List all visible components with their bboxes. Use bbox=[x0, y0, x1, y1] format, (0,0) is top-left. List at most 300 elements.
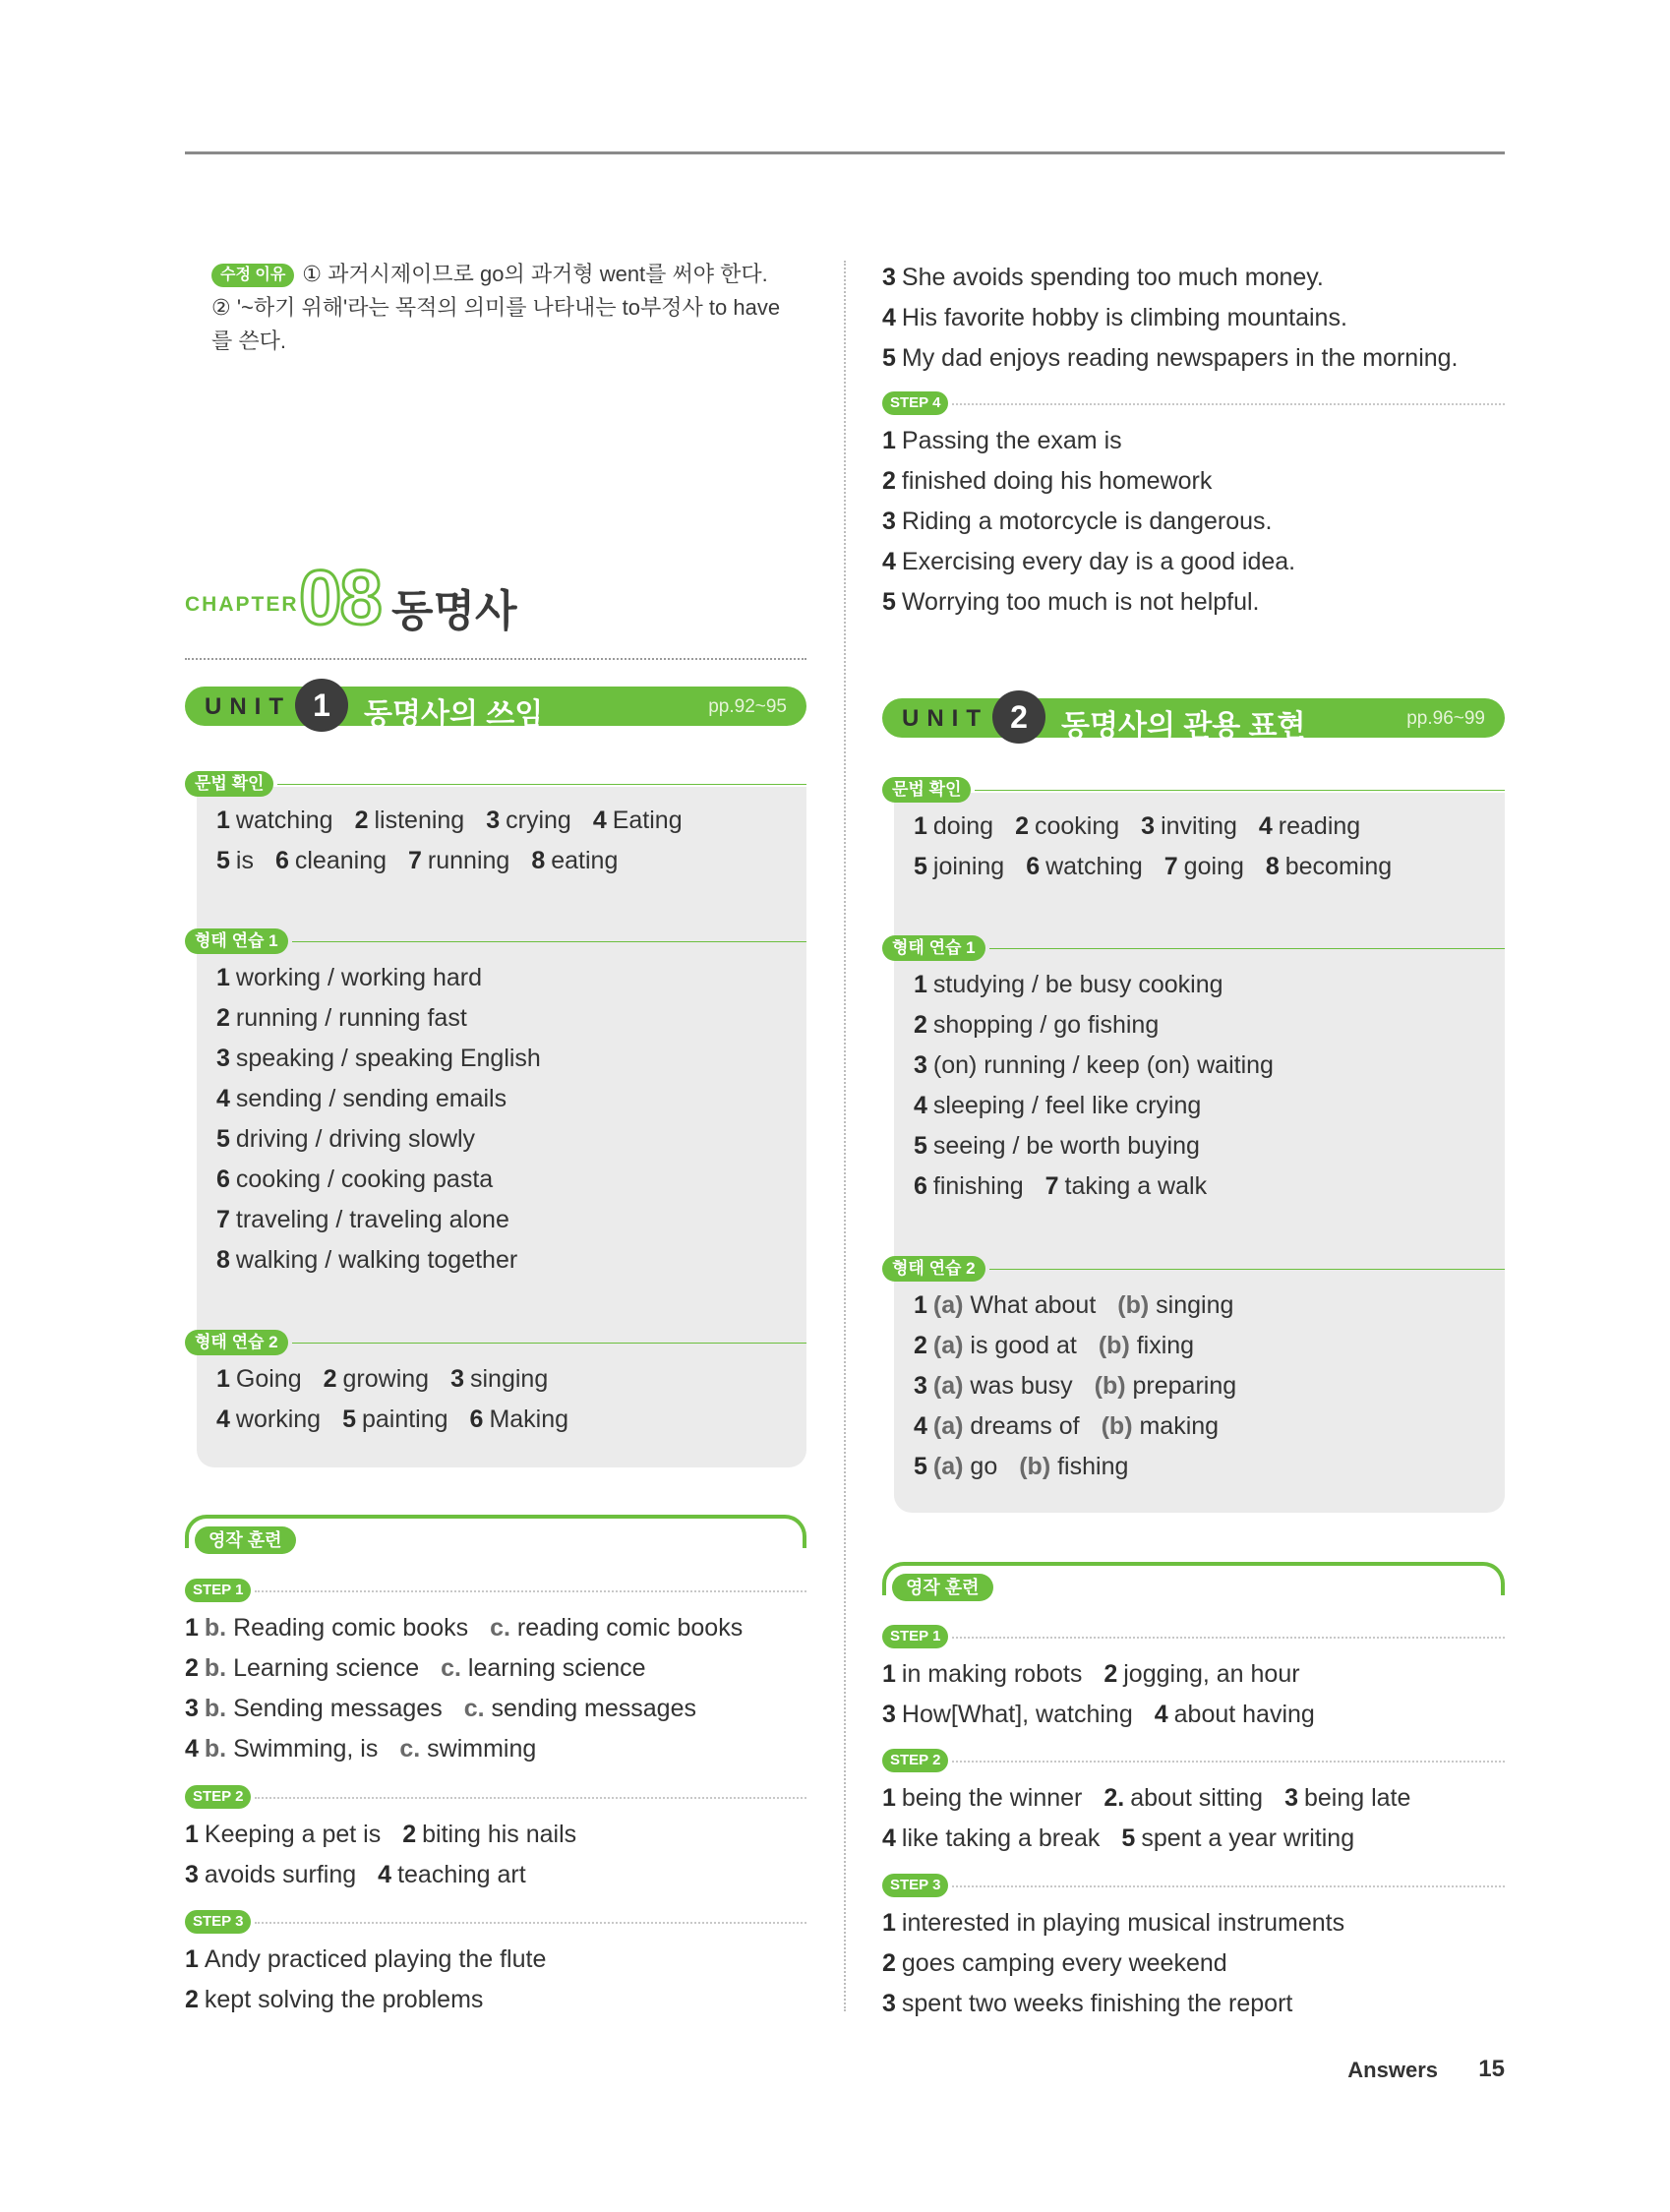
answer-line bbox=[185, 1079, 806, 1119]
step-header bbox=[882, 391, 1505, 417]
unit-1-writing-header bbox=[185, 1515, 806, 1554]
answer-text: going bbox=[1183, 853, 1244, 880]
option-label: b. bbox=[204, 1695, 227, 1722]
answer-text: What about bbox=[970, 1291, 1097, 1319]
chapter-divider bbox=[185, 658, 806, 660]
unit-2-form-practice-1 bbox=[882, 935, 1505, 1207]
writing-badge: 영작 훈련 bbox=[195, 1526, 296, 1554]
answer-number: 3 bbox=[216, 1045, 230, 1072]
unit-1-grammar-check bbox=[185, 771, 806, 881]
section-badge: 문법 확인 bbox=[882, 777, 971, 803]
unit-1-step-3 bbox=[185, 1910, 806, 2020]
step-badge: STEP 4 bbox=[882, 391, 948, 415]
answer-number: 3 bbox=[1284, 1784, 1298, 1812]
answer-number: 1 bbox=[185, 1614, 199, 1642]
answer-line bbox=[185, 1980, 806, 2020]
answer-line bbox=[185, 1039, 806, 1079]
answer-text: listening bbox=[374, 807, 465, 834]
answer-number: 4 bbox=[185, 1735, 199, 1763]
answer-line bbox=[882, 1285, 1505, 1326]
section-header bbox=[185, 928, 806, 958]
answer-text: spent a year writing bbox=[1141, 1824, 1355, 1852]
section-badge: 형태 연습 2 bbox=[185, 1330, 288, 1355]
answer-text: driving / driving slowly bbox=[235, 1125, 476, 1153]
answer-text: Passing the exam is bbox=[901, 427, 1122, 454]
step-answers bbox=[882, 1778, 1505, 1859]
step-rule bbox=[255, 1922, 806, 1924]
option-label: (a) bbox=[932, 1412, 964, 1440]
unit-1-step-1 bbox=[185, 1579, 806, 1769]
answer-text: reading comic books bbox=[516, 1614, 744, 1642]
writing-badge: 영작 훈련 bbox=[892, 1574, 993, 1601]
note-line-1: ① 과거시제이므로 go의 과거형 went를 써야 한다. bbox=[302, 262, 768, 286]
answer-text: sending messages bbox=[491, 1695, 696, 1722]
answer-line bbox=[882, 298, 1505, 338]
answer-text: Reading comic books bbox=[233, 1614, 469, 1642]
answer-line bbox=[185, 841, 806, 881]
answer-number: 4 bbox=[378, 1861, 392, 1888]
answer-text: finishing bbox=[932, 1172, 1024, 1200]
answer-number: 1 bbox=[914, 971, 927, 998]
answer-line bbox=[185, 801, 806, 841]
answer-text: fishing bbox=[1057, 1453, 1129, 1480]
answer-number: 7 bbox=[1163, 853, 1178, 880]
answer-text: Worrying too much is not helpful. bbox=[901, 588, 1260, 616]
answer-number: 1 bbox=[185, 1945, 199, 1973]
page-number: 15 bbox=[1478, 2056, 1505, 2082]
answer-number: 5 bbox=[914, 1132, 927, 1160]
answer-text: shopping / go fishing bbox=[932, 1011, 1160, 1039]
answer-number: 5 bbox=[216, 847, 230, 874]
answer-text: How[What], watching bbox=[901, 1701, 1133, 1728]
step-header bbox=[185, 1910, 806, 1936]
answer-text: crying bbox=[506, 807, 571, 834]
answer-text: about sitting bbox=[1130, 1784, 1264, 1812]
option-label: c. bbox=[463, 1695, 485, 1722]
answer-number: 1 bbox=[216, 1365, 230, 1393]
answer-text: (on) running / keep (on) waiting bbox=[932, 1051, 1274, 1079]
column-divider bbox=[844, 261, 846, 2011]
unit-1-header bbox=[185, 687, 806, 731]
answer-text: Sending messages bbox=[233, 1695, 443, 1722]
answer-line bbox=[185, 1689, 806, 1729]
answer-text: Eating bbox=[612, 807, 683, 834]
answer-line bbox=[882, 1447, 1505, 1487]
top-rule bbox=[185, 151, 1505, 154]
answer-line bbox=[882, 1005, 1505, 1046]
option-label: (a) bbox=[932, 1291, 964, 1319]
answer-line bbox=[882, 1778, 1505, 1819]
answer-line bbox=[882, 847, 1505, 887]
unit-number-badge: 1 bbox=[295, 679, 348, 732]
answer-number: 2 bbox=[185, 1654, 199, 1682]
unit-2-step-3 bbox=[882, 1874, 1505, 2024]
answer-text: go bbox=[970, 1453, 998, 1480]
option-label: (a) bbox=[932, 1453, 964, 1480]
step-badge: STEP 3 bbox=[882, 1874, 948, 1897]
answer-number: 7 bbox=[216, 1206, 230, 1233]
option-label: (b) bbox=[1117, 1291, 1150, 1319]
answer-line bbox=[882, 1046, 1505, 1086]
unit-1-form-practice-2 bbox=[185, 1330, 806, 1440]
answer-text: singing bbox=[470, 1365, 549, 1393]
answer-text: singing bbox=[1156, 1291, 1234, 1319]
answer-number: 6 bbox=[914, 1172, 927, 1200]
answer-text: working / working hard bbox=[235, 964, 483, 991]
answer-text: sending / sending emails bbox=[235, 1085, 507, 1112]
unit-2-writing-header bbox=[882, 1562, 1505, 1601]
answer-text: jogging, an hour bbox=[1123, 1660, 1300, 1688]
option-label: c. bbox=[490, 1614, 510, 1642]
answer-text: working bbox=[235, 1405, 322, 1433]
answer-number: 3 bbox=[185, 1861, 199, 1888]
answer-number: 5 bbox=[914, 1453, 927, 1480]
answer-text: becoming bbox=[1284, 853, 1393, 880]
answer-text: Swimming, is bbox=[233, 1735, 379, 1763]
section-badge: 문법 확인 bbox=[185, 771, 273, 797]
answer-number: 6 bbox=[274, 847, 289, 874]
answer-number: 5 bbox=[1121, 1824, 1136, 1852]
option-label: b. bbox=[204, 1614, 227, 1642]
answer-line bbox=[882, 1819, 1505, 1859]
answer-number: 4 bbox=[1154, 1701, 1168, 1728]
section-rule bbox=[277, 784, 806, 785]
answer-line bbox=[882, 1126, 1505, 1166]
answer-text: being late bbox=[1303, 1784, 1411, 1812]
answer-text: studying / be busy cooking bbox=[932, 971, 1223, 998]
chapter-label: CHAPTER bbox=[185, 593, 299, 616]
answer-number: 8 bbox=[531, 847, 546, 874]
answer-line bbox=[185, 1200, 806, 1240]
answer-number: 3 bbox=[1141, 812, 1156, 840]
answer-number: 2 bbox=[216, 1004, 230, 1032]
option-label: (b) bbox=[1098, 1332, 1130, 1359]
option-label: (b) bbox=[1019, 1453, 1051, 1480]
answer-number: 1 bbox=[882, 1909, 896, 1937]
answer-text: My dad enjoys reading newspapers in the morning. bbox=[901, 344, 1459, 372]
answer-text: She avoids spending too much money. bbox=[901, 264, 1324, 291]
answer-text: cleaning bbox=[294, 847, 388, 874]
answer-number: 3 bbox=[882, 264, 896, 291]
unit-2-step-1 bbox=[882, 1625, 1505, 1735]
answer-number: 3 bbox=[450, 1365, 464, 1393]
option-label: c. bbox=[441, 1654, 461, 1682]
answer-number: 3 bbox=[882, 508, 896, 535]
answer-text: dreams of bbox=[970, 1412, 1080, 1440]
step-answers bbox=[882, 1903, 1505, 2024]
answer-number: 4 bbox=[914, 1412, 927, 1440]
answer-line bbox=[882, 542, 1505, 582]
answer-text: in making robots bbox=[901, 1660, 1083, 1688]
chapter-number: 08 bbox=[299, 554, 381, 640]
step-answers bbox=[882, 1654, 1505, 1735]
answer-line bbox=[185, 998, 806, 1039]
answer-text: seeing / be worth buying bbox=[932, 1132, 1200, 1160]
correction-note bbox=[211, 258, 816, 358]
answer-number: 2 bbox=[882, 467, 896, 495]
answer-text: eating bbox=[551, 847, 619, 874]
answer-number: 4 bbox=[1258, 812, 1273, 840]
answer-line bbox=[882, 338, 1505, 379]
answer-number: 4 bbox=[216, 1405, 230, 1433]
answer-number: 8 bbox=[216, 1246, 230, 1274]
step-rule bbox=[952, 1637, 1505, 1639]
section-header bbox=[882, 777, 1505, 807]
answer-text: teaching art bbox=[397, 1861, 526, 1888]
section-rule bbox=[292, 1343, 806, 1344]
answer-text: Making bbox=[489, 1405, 569, 1433]
answer-text: His favorite hobby is climbing mountains. bbox=[901, 304, 1347, 331]
answer-text: traveling / traveling alone bbox=[235, 1206, 509, 1233]
step-answers bbox=[185, 1815, 806, 1895]
answer-line bbox=[882, 1166, 1505, 1207]
step-badge: STEP 1 bbox=[185, 1579, 251, 1602]
answer-text: sleeping / feel like crying bbox=[932, 1092, 1202, 1119]
answer-number: 4 bbox=[216, 1085, 230, 1112]
answer-number: 1 bbox=[914, 812, 927, 840]
answer-text: Going bbox=[235, 1365, 302, 1393]
answer-number: 2 bbox=[323, 1365, 337, 1393]
option-label: b. bbox=[204, 1654, 227, 1682]
answer-number: 3 bbox=[486, 807, 501, 834]
answer-line bbox=[882, 1326, 1505, 1366]
answer-number: 1 bbox=[882, 427, 896, 454]
step-badge: STEP 3 bbox=[185, 1910, 251, 1934]
answer-text: watching bbox=[1045, 853, 1143, 880]
answer-number: 3 bbox=[882, 1701, 896, 1728]
unit-1-form-practice-1 bbox=[185, 928, 806, 1281]
step-answers bbox=[185, 1608, 806, 1769]
answer-text: avoids surfing bbox=[204, 1861, 357, 1888]
answer-line bbox=[185, 1359, 806, 1400]
answer-text: biting his nails bbox=[422, 1821, 577, 1848]
step-rule bbox=[952, 1761, 1505, 1763]
section-header bbox=[882, 1256, 1505, 1285]
answer-line bbox=[185, 1729, 806, 1769]
answer-line bbox=[882, 1984, 1505, 2024]
section-header bbox=[882, 935, 1505, 965]
note-badge: 수정 이유 bbox=[211, 264, 294, 287]
answer-number: 2 bbox=[354, 807, 369, 834]
answer-text: spent two weeks finishing the report bbox=[901, 1990, 1293, 2017]
answer-number: 5 bbox=[882, 588, 896, 616]
unit-1-step-3-continued bbox=[882, 258, 1505, 379]
step-header bbox=[185, 1579, 806, 1604]
answer-line bbox=[882, 807, 1505, 847]
answer-number: 3 bbox=[185, 1695, 199, 1722]
answer-number: 1 bbox=[882, 1660, 896, 1688]
answer-text: cooking / cooking pasta bbox=[235, 1166, 494, 1193]
chapter-title: 동명사 bbox=[391, 587, 517, 635]
answer-text: walking / walking together bbox=[235, 1246, 518, 1274]
answer-number: 1 bbox=[882, 1784, 896, 1812]
unit-2-form-practice-2 bbox=[882, 1256, 1505, 1487]
answer-line bbox=[882, 1943, 1505, 1984]
answer-text: inviting bbox=[1161, 812, 1237, 840]
section-rule bbox=[989, 948, 1505, 949]
step-header bbox=[882, 1749, 1505, 1774]
step-badge: STEP 2 bbox=[882, 1749, 948, 1772]
answer-number: 3 bbox=[914, 1372, 927, 1400]
answer-text: Keeping a pet is bbox=[204, 1821, 382, 1848]
option-label: (b) bbox=[1094, 1372, 1126, 1400]
answer-line bbox=[882, 965, 1505, 1005]
step-rule bbox=[952, 403, 1505, 405]
section-header bbox=[185, 1330, 806, 1359]
step-header bbox=[185, 1785, 806, 1811]
answer-line bbox=[882, 1654, 1505, 1695]
unit-number-badge: 2 bbox=[992, 690, 1045, 744]
answer-number: 4 bbox=[882, 304, 896, 331]
answer-text: joining bbox=[932, 853, 1005, 880]
answer-text: taking a walk bbox=[1064, 1172, 1208, 1200]
answer-text: watching bbox=[235, 807, 333, 834]
answer-number: 5 bbox=[216, 1125, 230, 1153]
answer-number: 2 bbox=[1103, 1660, 1118, 1688]
unit-pages: pp.96~99 bbox=[1406, 708, 1485, 729]
note-line-2: ② '~하기 위해'라는 목적의 의미를 나타내는 to부정사 to have bbox=[211, 295, 781, 320]
answer-text: preparing bbox=[1132, 1372, 1237, 1400]
step-header bbox=[882, 1874, 1505, 1899]
answer-line bbox=[185, 1940, 806, 1980]
answer-text: is good at bbox=[970, 1332, 1077, 1359]
answer-text: goes camping every weekend bbox=[901, 1949, 1227, 1977]
answer-line bbox=[882, 421, 1505, 461]
answer-text: finished doing his homework bbox=[901, 467, 1213, 495]
answer-line bbox=[185, 958, 806, 998]
answer-line bbox=[882, 1695, 1505, 1735]
answer-number: 5 bbox=[342, 1405, 356, 1433]
unit-2-header bbox=[882, 698, 1505, 743]
answer-line bbox=[882, 582, 1505, 623]
answer-line bbox=[185, 1608, 806, 1648]
unit-2-grammar-check bbox=[882, 777, 1505, 887]
answer-text: growing bbox=[342, 1365, 430, 1393]
answer-number: 1 bbox=[914, 1291, 927, 1319]
answer-text: learning science bbox=[467, 1654, 646, 1682]
section-rule bbox=[989, 1269, 1505, 1270]
answer-number: 5 bbox=[914, 853, 927, 880]
section-header bbox=[185, 771, 806, 801]
option-label: c. bbox=[399, 1735, 421, 1763]
answer-number: 2 bbox=[185, 1986, 199, 2013]
answer-line bbox=[185, 1400, 806, 1440]
answer-number: 6 bbox=[469, 1405, 484, 1433]
answer-number: 2. bbox=[1103, 1784, 1125, 1812]
step-rule bbox=[255, 1590, 806, 1592]
section-badge: 형태 연습 1 bbox=[882, 935, 985, 961]
option-label: (a) bbox=[932, 1372, 964, 1400]
answer-text: interested in playing musical instruments bbox=[901, 1909, 1345, 1937]
answer-number: 6 bbox=[1026, 853, 1041, 880]
answer-line bbox=[882, 502, 1505, 542]
answer-text: reading bbox=[1278, 812, 1361, 840]
answer-number: 4 bbox=[882, 548, 896, 575]
answer-text: was busy bbox=[970, 1372, 1073, 1400]
note-line-3: 를 쓴다. bbox=[211, 329, 286, 353]
section-badge: 형태 연습 2 bbox=[882, 1256, 985, 1282]
section-badge: 형태 연습 1 bbox=[185, 928, 288, 954]
answer-number: 2 bbox=[402, 1821, 417, 1848]
unit-title: 동명사의 쓰임 bbox=[364, 698, 544, 731]
answer-number: 2 bbox=[914, 1011, 927, 1039]
answer-text: like taking a break bbox=[901, 1824, 1101, 1852]
answer-line bbox=[882, 258, 1505, 298]
unit-1-step-2 bbox=[185, 1785, 806, 1895]
answer-number: 7 bbox=[1044, 1172, 1059, 1200]
answer-text: cooking bbox=[1034, 812, 1120, 840]
answer-line bbox=[882, 461, 1505, 502]
answer-number: 2 bbox=[882, 1949, 896, 1977]
section-rule bbox=[975, 790, 1505, 791]
answer-line bbox=[882, 1903, 1505, 1943]
option-label: (a) bbox=[932, 1332, 964, 1359]
answer-text: kept solving the problems bbox=[204, 1986, 484, 2013]
answer-number: 2 bbox=[914, 1332, 927, 1359]
option-label: b. bbox=[204, 1735, 227, 1763]
answer-number: 4 bbox=[592, 807, 607, 834]
answer-text: Riding a motorcycle is dangerous. bbox=[901, 508, 1273, 535]
answer-text: fixing bbox=[1136, 1332, 1195, 1359]
answer-number: 8 bbox=[1265, 853, 1280, 880]
unit-1-step-4 bbox=[882, 391, 1505, 623]
answer-text: painting bbox=[361, 1405, 448, 1433]
answer-number: 1 bbox=[216, 807, 230, 834]
unit-2-step-2 bbox=[882, 1749, 1505, 1859]
answer-line bbox=[185, 1648, 806, 1689]
answer-text: Learning science bbox=[233, 1654, 420, 1682]
answer-number: 6 bbox=[216, 1166, 230, 1193]
answer-line bbox=[185, 1119, 806, 1160]
answer-line bbox=[185, 1240, 806, 1281]
answer-text: running / running fast bbox=[235, 1004, 467, 1032]
answer-number: 1 bbox=[216, 964, 230, 991]
step-badge: STEP 2 bbox=[185, 1785, 251, 1809]
answer-number: 4 bbox=[882, 1824, 896, 1852]
answer-text: making bbox=[1139, 1412, 1220, 1440]
answer-number: 3 bbox=[914, 1051, 927, 1079]
answer-line bbox=[882, 1086, 1505, 1126]
footer-label: Answers bbox=[1347, 2058, 1438, 2082]
step-badge: STEP 1 bbox=[882, 1625, 948, 1648]
answer-line bbox=[185, 1855, 806, 1895]
answer-number: 5 bbox=[882, 344, 896, 372]
answer-text: speaking / speaking English bbox=[235, 1045, 541, 1072]
option-label: (b) bbox=[1101, 1412, 1133, 1440]
answer-number: 2 bbox=[1015, 812, 1029, 840]
step-answers bbox=[882, 421, 1505, 623]
section-rule bbox=[292, 941, 806, 942]
unit-pages: pp.92~95 bbox=[708, 696, 787, 717]
unit-title: 동명사의 관용 표현 bbox=[1061, 710, 1306, 743]
answer-number: 7 bbox=[408, 847, 422, 874]
answer-line bbox=[882, 1366, 1505, 1406]
step-rule bbox=[952, 1885, 1505, 1887]
answer-number: 4 bbox=[914, 1092, 927, 1119]
unit-word: UNIT bbox=[902, 705, 988, 732]
answer-text: Exercising every day is a good idea. bbox=[901, 548, 1296, 575]
answer-text: swimming bbox=[427, 1735, 537, 1763]
step-answers bbox=[185, 1940, 806, 2020]
answer-text: is bbox=[235, 847, 254, 874]
step-rule bbox=[255, 1797, 806, 1799]
answer-text: being the winner bbox=[901, 1784, 1083, 1812]
answer-text: about having bbox=[1173, 1701, 1315, 1728]
step-header bbox=[882, 1625, 1505, 1650]
answer-number: 1 bbox=[185, 1821, 199, 1848]
answer-text: running bbox=[427, 847, 510, 874]
unit-word: UNIT bbox=[205, 693, 291, 720]
